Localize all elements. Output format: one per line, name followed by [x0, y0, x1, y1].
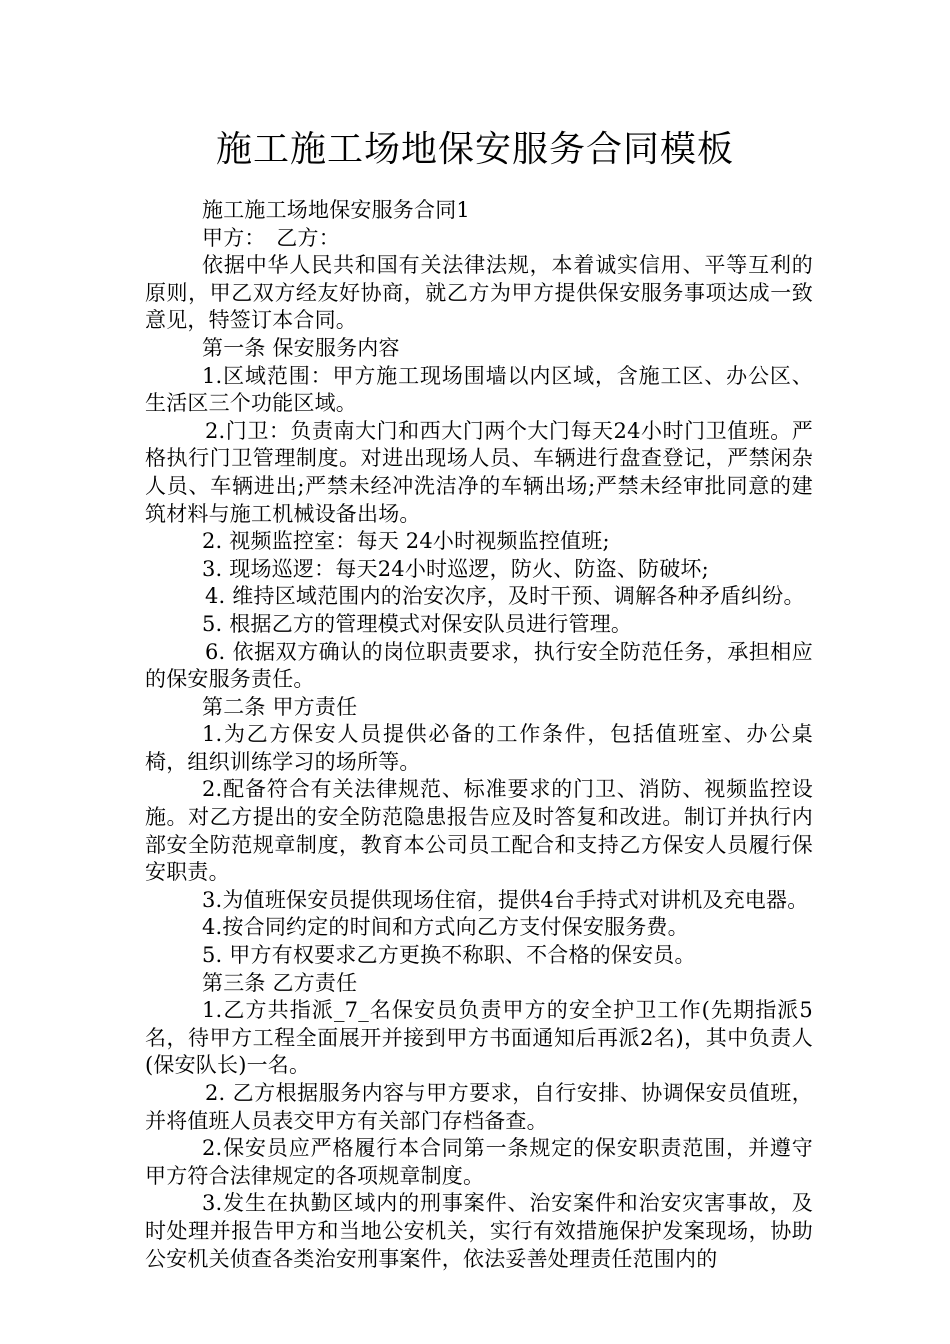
contract-subtitle: 施工施工场地保安服务合同1 [202, 198, 470, 222]
article-1-heading: 第一条 保安服务内容 [202, 335, 400, 360]
article-2-clause: 2.配备符合有关法律规范、标准要求的门卫、消防、视频监控设施。对乙方提出的安全防范隐患报告应及时答复和改进。制订并执行内部安全防范规章制度，教育本公司员工配合和支持乙方保安人员履行保安职责。 [145, 777, 813, 885]
article-1-clause: 4. 维持区域范围内的治安次序，及时干预、调解各种矛盾纠纷。 [205, 584, 805, 609]
article-2-heading: 第二条 甲方责任 [202, 694, 358, 719]
article-2-clause: 5. 甲方有权要求乙方更换不称职、不合格的保安员。 [202, 943, 696, 968]
article-2-clause: 3.为值班保安员提供现场住宿，提供4台手持式对讲机及充电器。 [202, 887, 809, 912]
article-3-heading: 第三条 乙方责任 [202, 970, 358, 995]
article-1-clause: 2. 视频监控室：每天 24小时视频监控值班; [202, 529, 610, 554]
article-1-clause: 5. 根据乙方的管理模式对保安队员进行管理。 [202, 611, 633, 636]
article-1-clause: 3. 现场巡逻：每天24小时巡逻，防火、防盗、防破坏; [202, 556, 709, 581]
parties-line: 甲方： 乙方： [202, 225, 340, 250]
preamble-paragraph: 依据中华人民共和国有关法律法规，本着诚实信用、平等互利的原则，甲乙双方经友好协商，就乙方为甲方提供保安服务事项达成一致意见，特签订本合同。 [145, 253, 813, 333]
article-1-clause: 6. 依据双方确认的岗位职责要求，执行安全防范任务，承担相应的保安服务责任。 [145, 639, 813, 692]
article-2-clause: 4.按合同约定的时间和方式向乙方支付保安服务费。 [202, 915, 689, 940]
article-1-clause: 2.门卫：负责南大门和西大门两个大门每天24小时门卫值班。严格执行门卫管理制度。对进出现场人员、车辆进行盘查登记，严禁闲杂人员、车辆进出;严禁未经冲洗洁净的车辆出场;严禁未经审批同意的建筑材料与施工机械设备出场。 [145, 418, 813, 526]
article-3-clause: 2.保安员应严格履行本合同第一条规定的保安职责范围，并遵守甲方符合法律规定的各项规章制度。 [145, 1136, 813, 1188]
article-1-clause: 1.区域范围：甲方施工现场围墙以内区域，含施工区、办公区、生活区三个功能区域。 [145, 363, 813, 416]
article-2-clause: 1.为乙方保安人员提供必备的工作条件，包括值班室、办公桌椅，组织训练学习的场所等。 [145, 722, 813, 774]
article-3-clause: 1.乙方共指派_7_名保安员负责甲方的安全护卫工作(先期指派5名，待甲方工程全面展开并接到甲方书面通知后再派2名)，其中负责人(保安队长)一名。 [145, 998, 813, 1078]
document-body [145, 197, 813, 1273]
document-title: 施工施工场地保安服务合同模板 [215, 129, 734, 170]
article-3-clause: 3.发生在执勤区域内的刑事案件、治安案件和治安灾害事故，及时处理并报告甲方和当地公安机关，实行有效措施保护发案现场，协助公安机关侦查各类治安刑事案件，依法妥善处理责任范围内的 [145, 1191, 813, 1271]
article-3-clause: 2. 乙方根据服务内容与甲方要求，自行安排、协调保安员值班，并将值班人员表交甲方有关部门存档备查。 [145, 1081, 813, 1133]
